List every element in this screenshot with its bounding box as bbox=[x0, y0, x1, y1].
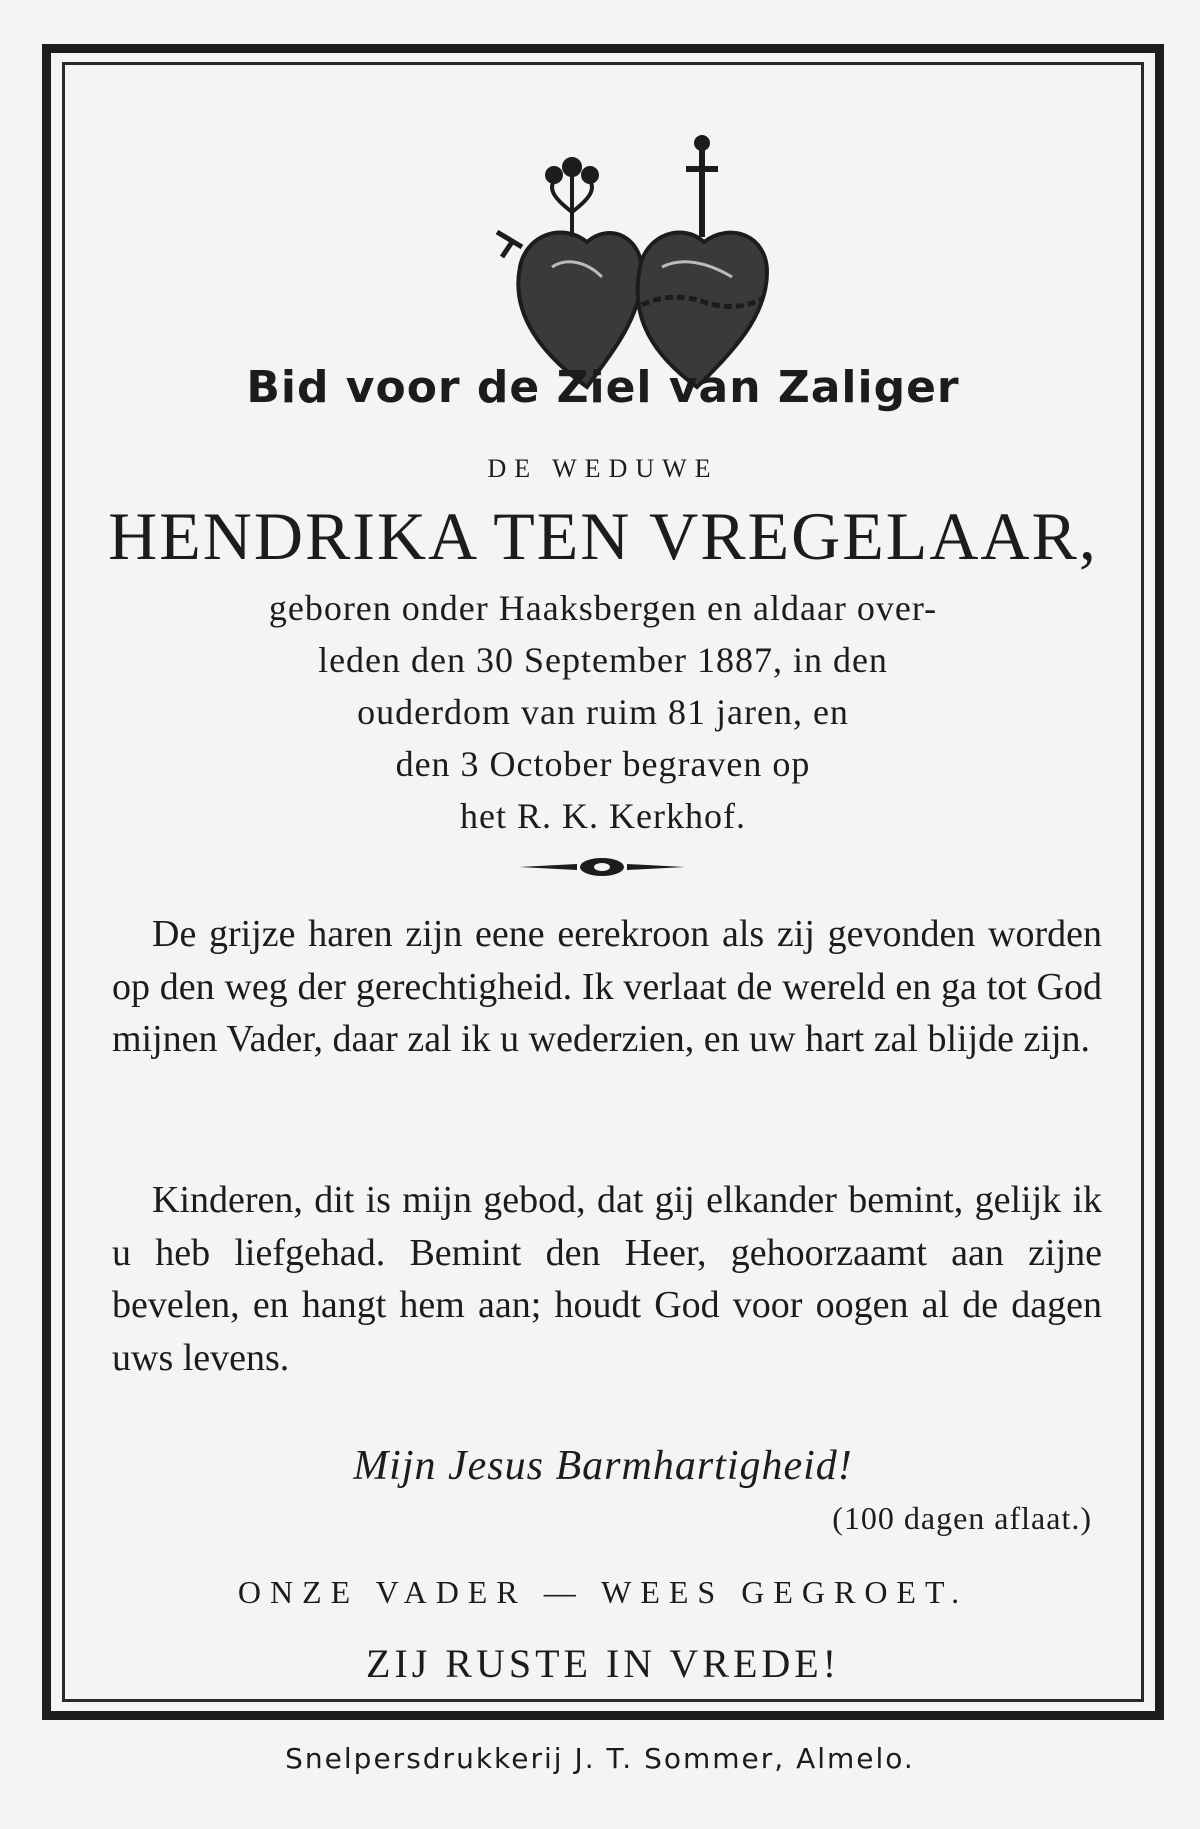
details-line: leden den 30 September 1887, in den bbox=[318, 640, 888, 680]
invocation: Mijn Jesus Barmhartigheid! bbox=[353, 1443, 853, 1489]
verse-text: De grijze haren zijn eene eerekroon als zij gevonden worden op den weg der gerechtigheid. Ik verlaat de wereld en ga tot God mijnen Vader, daar zal ik u wederzien, en uw hart zal blijde zijn. bbox=[112, 913, 1102, 1060]
card-content bbox=[62, 62, 1144, 1702]
details-line: het R. K. Kerkhof. bbox=[460, 796, 746, 836]
rest-in-peace: ZIJ RUSTE IN VREDE! bbox=[365, 1641, 841, 1686]
details-line: geboren onder Haaksbergen en aldaar over- bbox=[268, 588, 938, 628]
widow-label: DE WEDUWE bbox=[487, 454, 719, 483]
indulgence-note: (100 dagen aflaat.) bbox=[832, 1500, 1092, 1536]
birth-death-details bbox=[62, 582, 1144, 842]
printer-credit: Snelpersdrukkerij J. T. Sommer, Almelo. bbox=[285, 1742, 915, 1775]
scripture-verse-1 bbox=[112, 908, 1102, 1066]
card-title: Bid voor de Ziel van Zaliger bbox=[246, 362, 960, 413]
details-line: den 3 October begraven op bbox=[395, 744, 811, 784]
divider-ornament-icon bbox=[517, 852, 687, 882]
details-line: ouderdom van ruim 81 jaren, en bbox=[357, 692, 849, 732]
two-hearts-emblem bbox=[492, 117, 792, 392]
sacred-heart-with-flowers-icon bbox=[497, 159, 642, 387]
prayers-line: ONZE VADER — WEES GEGROET. bbox=[237, 1574, 969, 1610]
deceased-name: HENDRIKA TEN VREGELAAR, bbox=[108, 498, 1098, 574]
immaculate-heart-with-cross-icon bbox=[638, 137, 767, 387]
verse-text: Kinderen, dit is mijn gebod, dat gij elkander bemint, gelijk ik u heb liefgehad. Bemint den Heer, gehoorzaamt aan zijne bevelen, en hangt hem aan; houdt God voor oogen al de dagen uws levens. bbox=[112, 1179, 1102, 1379]
scripture-verse-2 bbox=[112, 1174, 1102, 1384]
